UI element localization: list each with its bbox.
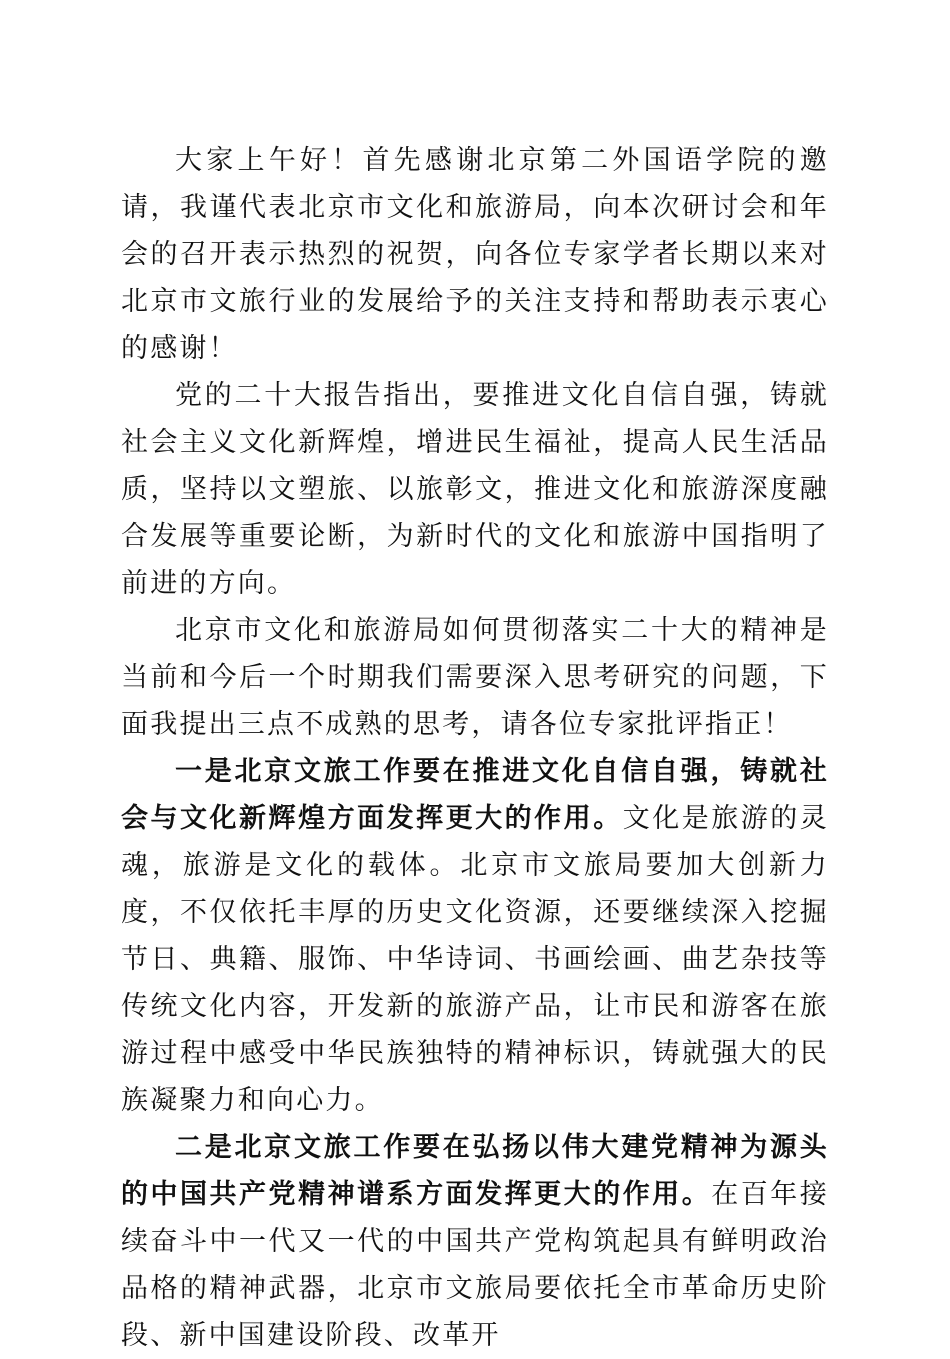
paragraph-report — [121, 372, 829, 607]
paragraph-intro — [121, 607, 829, 748]
paragraph-text: 文化是旅游的灵魂，旅游是文化的载体。北京市文旅局要加大创新力度，不仅依托丰厚的历史文化资源，还要继续深入挖掘节日、典籍、服饰、中华诗词、书画绘画、曲艺杂技等传统文化内容，开发新的旅游产品，让市民和游客在旅游过程中感受中华民族独特的精神标识，铸就强大的民族凝聚力和向心力。 — [121, 803, 829, 1116]
document-body — [121, 137, 829, 1359]
paragraph-point-two — [121, 1124, 829, 1359]
paragraph-text: 北京市文化和旅游局如何贯彻落实二十大的精神是当前和今后一个时期我们需要深入思考研究的问题，下面我提出三点不成熟的思考，请各位专家批评指正！ — [121, 615, 829, 740]
paragraph-text: 党的二十大报告指出，要推进文化自信自强，铸就社会主义文化新辉煌，增进民生福祉，提高人民生活品质，坚持以文塑旅、以旅彰文，推进文化和旅游深度融合发展等重要论断，为新时代的文化和旅游中国指明了前进的方向。 — [121, 380, 829, 599]
paragraph-lead: 一是北京文旅工作要在推进文化自信自强，铸就社会与文化新辉煌方面发挥更大的作用。 — [121, 756, 829, 834]
paragraph-greeting — [121, 137, 829, 372]
paragraph-text: 在百年接续奋斗中一代又一代的中国共产党构筑起具有鲜明政治品格的精神武器，北京市文旅局要依托全市革命历史阶段、新中国建设阶段、改革开 — [121, 1179, 829, 1351]
paragraph-text: 大家上午好！首先感谢北京第二外国语学院的邀请，我谨代表北京市文化和旅游局，向本次研讨会和年会的召开表示热烈的祝贺，向各位专家学者长期以来对北京市文旅行业的发展给予的关注支持和帮助表示衷心的感谢！ — [121, 145, 829, 364]
paragraph-point-one — [121, 748, 829, 1124]
paragraph-lead: 二是北京文旅工作要在弘扬以伟大建党精神为源头的中国共产党精神谱系方面发挥更大的作用。 — [121, 1132, 829, 1210]
